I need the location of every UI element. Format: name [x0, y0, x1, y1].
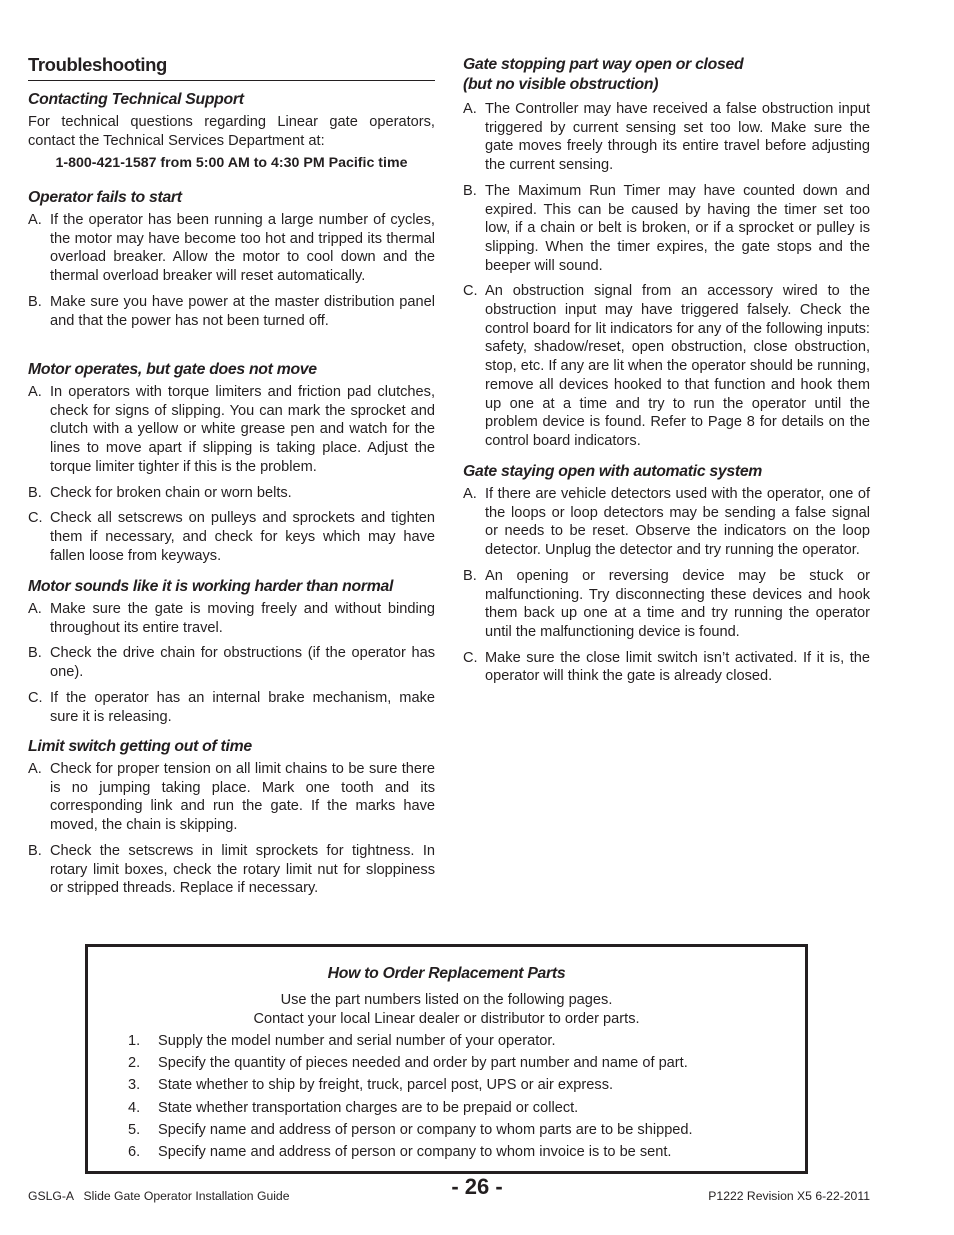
- list-item: [463, 100, 870, 175]
- item-text: Make sure the close limit switch isn’t activated. If it is, the operator will think the gate is already closed.: [485, 649, 870, 685]
- order-step: [128, 1143, 768, 1165]
- step-number: 2.: [128, 1055, 141, 1072]
- item-letter: B.: [463, 182, 477, 199]
- item-text: Check the drive chain for obstructions (if the operator has one).: [50, 645, 435, 681]
- section-gate-staying-open: [463, 462, 870, 693]
- item-letter: A.: [463, 101, 477, 117]
- list-item: [463, 567, 870, 642]
- item-text: Check for broken chain or worn belts.: [50, 484, 292, 501]
- support-phone: 1-800-421-1587 from 5:00 AM to 4:30 PM Pacific time: [55, 155, 408, 172]
- item-letter: B.: [28, 484, 42, 501]
- list-item: [463, 649, 870, 686]
- order-step: [128, 1076, 768, 1098]
- support-paragraph: For technical questions regarding Linear gate operators, contact the Technical Services Department at:: [28, 114, 435, 149]
- item-letter: B.: [28, 842, 42, 859]
- section-heading: [463, 55, 870, 95]
- item-text: If the operator has an internal brake mechanism, make sure it is releasing.: [50, 689, 435, 725]
- item-letter: C.: [463, 649, 478, 666]
- list-item: [28, 293, 435, 330]
- order-step: [128, 1121, 768, 1143]
- item-letter: A.: [28, 384, 42, 400]
- item-letter: A.: [28, 212, 42, 228]
- item-letter: A.: [463, 486, 477, 502]
- section-heading: Operator fails to start: [28, 189, 182, 206]
- step-number: 6.: [128, 1143, 141, 1160]
- list-item: [28, 484, 435, 503]
- step-text: Specify the quantity of pieces needed and order by part number and name of part.: [158, 1055, 688, 1072]
- item-text: Check for proper tension on all limit chains to be sure there is no jumping taking place. Mark one tooth and its corresponding link and run the gate. If the marks have moved, the chain is skipping.: [50, 761, 435, 834]
- item-letter: C.: [463, 283, 478, 300]
- step-text: Specify name and address of person or company to whom invoice is to be sent.: [158, 1143, 672, 1160]
- step-number: 4.: [128, 1099, 141, 1116]
- section-motor-sounds: [28, 577, 435, 733]
- item-text: Check the setscrews in limit sprockets for tightness. In rotary limit boxes, check the rotary limit nut for sloppiness or stripped threads. Replace if necessary.: [50, 842, 435, 897]
- item-text: An obstruction signal from an accessory wired to the obstruction input may have triggered falsely. Check the control board for lit indicators for any of the following inputs: safety, shadow/reset, open obstruction, close obstruction, stop, etc. If any are lit when the operator should be running, remove all devices hooked to that function and hook them up one at a time and try to run the operator until the problem device is found. Refer to Page 8 for details on the control board indicators.: [485, 283, 870, 449]
- item-text: The Controller may have received a false obstruction input triggered by current sensing set too low. Make sure the gate moves freely through its entire travel before adjusting the current sensing.: [485, 101, 870, 174]
- item-text: Make sure the gate is moving freely and without binding throughout its entire travel.: [50, 601, 435, 636]
- section-heading: Gate staying open with automatic system: [463, 463, 763, 480]
- order-box-intro: [88, 991, 805, 1028]
- list-item: [28, 644, 435, 681]
- step-number: 5.: [128, 1121, 141, 1138]
- list-item: [28, 383, 435, 477]
- item-text: If the operator has been running a large number of cycles, the motor may have become too hot and tripped its thermal overload breaker. Allow the motor to cool down and the thermal overload breaker will reset automatically.: [50, 212, 435, 285]
- step-text: State whether transportation charges are to be prepaid or collect.: [158, 1099, 579, 1116]
- item-text: In operators with torque limiters and friction pad clutches, check for signs of slipping. You can mark the sprocket and clutch with a yellow or white grease pen and watch for the lines to move apart if slipping is taking place. Adjust the torque limiter tighter if this is the problem.: [50, 384, 435, 475]
- list-item: [28, 842, 435, 898]
- section-limit-switch: [28, 737, 435, 905]
- list-item: [463, 485, 870, 560]
- list-item: [28, 600, 435, 637]
- footer-revision: P1222 Revision X5 6-22-2011: [708, 1189, 870, 1203]
- list-item: [28, 211, 435, 286]
- heading-line: (but no visible obstruction): [463, 76, 659, 93]
- section-operator-fails: [28, 188, 435, 337]
- heading-line: Gate stopping part way open or closed: [463, 56, 744, 73]
- step-number: 3.: [128, 1077, 141, 1094]
- section-gate-stopping: [463, 55, 870, 458]
- item-letter: B.: [28, 645, 42, 662]
- list-item: [28, 689, 435, 726]
- item-text: Check all setscrews on pulleys and sprockets and tighten them if necessary, and check for keys which may have fallen loose from keyways.: [50, 510, 435, 564]
- item-letter: A.: [28, 601, 42, 617]
- item-text: If there are vehicle detectors used with the operator, one of the loops or loop detectors may be sending a false signal or needs to be reset. Observe the indicators on the loop detector. Unplug the detector and try running the operator.: [485, 486, 870, 559]
- order-step: [128, 1054, 768, 1076]
- list-item: [28, 509, 435, 565]
- list-item: [463, 282, 870, 450]
- item-text: The Maximum Run Timer may have counted down and expired. This can be caused by having the timer set too low, if a chain or belt is broken, or if a sprocket or pulley is slipping. When the timer expires, the gate stops and the beeper will sound.: [485, 182, 870, 274]
- order-step: [128, 1099, 768, 1121]
- item-letter: C.: [28, 510, 43, 527]
- item-letter: C.: [28, 689, 43, 706]
- order-step: [128, 1032, 768, 1054]
- item-letter: B.: [28, 293, 42, 310]
- order-steps: [128, 1032, 768, 1165]
- footer-guide-title: GSLG-A Slide Gate Operator Installation Guide: [28, 1189, 290, 1203]
- order-parts-box: [85, 944, 808, 1174]
- intro-line: Contact your local Linear dealer or distributor to order parts.: [253, 1010, 640, 1027]
- step-number: 1.: [128, 1033, 141, 1049]
- intro-line: Use the part numbers listed on the following pages.: [280, 992, 613, 1008]
- section-heading: Motor operates, but gate does not move: [28, 361, 317, 378]
- section-contacting-support: [28, 90, 435, 173]
- section-heading: Limit switch getting out of time: [28, 738, 252, 755]
- list-item: [28, 760, 435, 835]
- step-text: Supply the model number and serial number of your operator.: [158, 1033, 556, 1049]
- list-item: [463, 182, 870, 276]
- step-text: State whether to ship by freight, truck, parcel post, UPS or air express.: [158, 1077, 614, 1094]
- section-heading: Contacting Technical Support: [28, 91, 244, 108]
- item-text: An opening or reversing device may be stuck or malfunctioning. Try disconnecting these devices and hook them back up one at a time and try running the operator until the malfunctioning device is found.: [485, 567, 870, 640]
- item-letter: B.: [463, 567, 477, 584]
- item-text: Make sure you have power at the master distribution panel and that the power has not been turned off.: [50, 293, 435, 329]
- section-motor-operates: [28, 360, 435, 572]
- item-letter: A.: [28, 761, 42, 777]
- page-title: Troubleshooting: [28, 53, 435, 81]
- order-box-heading: How to Order Replacement Parts: [327, 965, 566, 982]
- step-text: Specify name and address of person or company to whom parts are to be shipped.: [158, 1121, 693, 1138]
- section-heading: Motor sounds like it is working harder than normal: [28, 578, 394, 595]
- page-number: - 26 -: [451, 1174, 503, 1199]
